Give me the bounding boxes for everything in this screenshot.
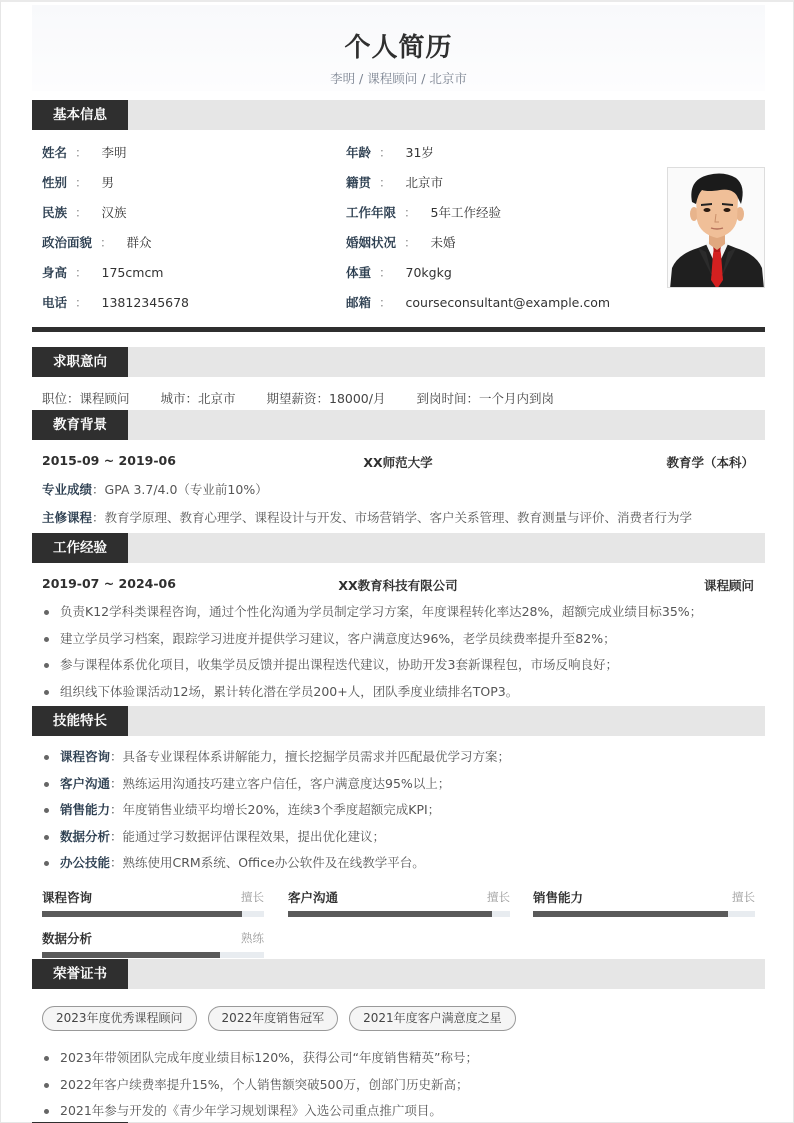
info-colon: ： [379, 265, 392, 280]
resume-header [32, 5, 765, 91]
list-item [42, 854, 510, 881]
info-colon: ： [75, 295, 88, 310]
info-colon: ： [75, 145, 88, 160]
info-label: 年龄 [346, 145, 372, 160]
honors-list [42, 1049, 478, 1123]
info-label: 政治面貌 [42, 235, 93, 250]
info-value: 男 [101, 175, 115, 190]
intent-availability: 到岗时间：一个月内到岗 [416, 391, 554, 406]
section-header-education [32, 410, 765, 440]
skill-bar-fill [533, 911, 728, 917]
info-colon: ： [75, 175, 88, 190]
info-label: 体重 [346, 265, 372, 280]
page-subtitle: 李明 / 课程顾问 / 北京市 [330, 71, 467, 86]
courses-value: ：教育学原理、教育心理学、课程设计与开发、市场营销学、客户关系管理、教育测量与评价、消费者行为学 [92, 510, 693, 525]
list-item: 建立学员学习档案，跟踪学习进度并提供学习建议，客户满意度达96%，老学员续费率提升至82%； [42, 630, 702, 657]
info-value: courseconsultant@example.com [405, 295, 611, 310]
skill-bar-name: 课程咨询 [42, 890, 93, 905]
info-phone [42, 293, 189, 313]
info-label: 籍贯 [346, 175, 372, 190]
work-period: 2019-07 ~ 2024-06 [42, 576, 176, 591]
skill-bar-name: 销售能力 [533, 890, 584, 905]
skill-desc: ：年度销售业绩平均增长20%，连续3个季度超额完成KPI； [110, 802, 441, 817]
skill-bar-fill [288, 911, 492, 917]
honor-badge: 2022年度销售冠军 [208, 1006, 339, 1031]
list-item: 2022年客户续费率提升15%，个人销售额突破500万，创部门历史新高； [42, 1076, 478, 1103]
info-value: 5年工作经验 [430, 205, 501, 220]
info-height [42, 263, 164, 283]
list-item [42, 775, 510, 802]
courses-label: 主修课程 [42, 510, 93, 525]
info-weight [346, 263, 452, 283]
section-header-basic-info [32, 100, 765, 130]
list-item [42, 801, 510, 828]
info-label: 工作年限 [346, 205, 397, 220]
info-colon: ： [404, 235, 417, 250]
info-colon: ： [379, 145, 392, 160]
honor-badges [42, 1006, 516, 1031]
section-title: 工作经验 [32, 533, 128, 563]
section-header-work-experience [32, 533, 765, 563]
skill-name: 客户沟通 [60, 775, 111, 791]
skill-name: 办公技能 [60, 855, 111, 870]
skill-bar-course-consulting [42, 888, 264, 922]
skill-bar-name: 数据分析 [42, 931, 93, 946]
list-item [42, 748, 510, 775]
info-value: 未婚 [430, 235, 456, 250]
skill-bar-level: 擅长 [241, 890, 264, 904]
info-value: 70kgkg [405, 265, 452, 280]
intent-city: 城市：北京市 [160, 391, 236, 406]
page-title: 个人简历 [344, 33, 453, 63]
education-entry-header [42, 453, 754, 473]
info-label: 性别 [42, 175, 68, 190]
skill-bar-level: 擅长 [732, 890, 755, 904]
profile-photo [667, 167, 765, 288]
gpa-label: 专业成绩 [42, 482, 93, 497]
section-title: 基本信息 [32, 100, 128, 130]
section-title: 技能特长 [32, 706, 128, 736]
section-title: 求职意向 [32, 347, 128, 377]
list-item [42, 828, 510, 855]
avatar-illustration-icon [668, 168, 765, 288]
info-value: 汉族 [101, 205, 127, 220]
skill-bar-level: 擅长 [487, 890, 510, 904]
info-label: 姓名 [42, 145, 68, 160]
gpa-value: ：GPA 3.7/4.0（专业前10%） [92, 482, 268, 497]
honor-badge: 2023年度优秀课程顾问 [42, 1006, 197, 1031]
work-achievements-list [42, 603, 702, 709]
info-label: 民族 [42, 205, 68, 220]
info-ethnicity [42, 203, 127, 223]
info-value: 李明 [101, 145, 127, 160]
skill-desc: ：能通过学习数据评估课程效果，提出优化建议； [110, 828, 386, 844]
section-title: 教育背景 [32, 410, 128, 440]
list-item: 组织线下体验课活动12场，累计转化潜在学员200+人，团队季度业绩排名TOP3。 [42, 683, 702, 710]
info-colon: ： [379, 295, 392, 310]
honor-badge: 2021年度客户满意度之星 [349, 1006, 516, 1031]
education-school: XX师范大学 [363, 455, 433, 470]
info-political-status [42, 233, 152, 253]
skill-bar-fill [42, 911, 242, 917]
info-age [346, 143, 434, 163]
skill-bar-name: 客户沟通 [288, 890, 339, 905]
info-value: 群众 [126, 235, 152, 250]
skill-bar-fill [42, 952, 220, 958]
skill-bar-sales [533, 888, 755, 922]
skill-name: 销售能力 [60, 802, 111, 817]
education-period: 2015-09 ~ 2019-06 [42, 453, 176, 468]
skill-bar-data-analysis [42, 929, 264, 963]
info-colon: ： [379, 175, 392, 190]
intent-position: 职位：课程顾问 [42, 391, 130, 406]
info-gender [42, 173, 114, 193]
info-label: 身高 [42, 265, 68, 280]
section-header-honors [32, 959, 765, 989]
education-courses [42, 508, 692, 526]
education-degree: 教育学（本科） [666, 455, 754, 470]
skills-list [42, 748, 510, 881]
section-header-job-intent [32, 347, 765, 377]
info-name [42, 143, 127, 163]
intent-salary: 期望薪资：18000/月 [266, 391, 386, 406]
skill-name: 课程咨询 [60, 749, 111, 764]
info-label: 邮箱 [346, 295, 372, 310]
list-item: 2023年带领团队完成年度业绩目标120%，获得公司“年度销售精英”称号； [42, 1049, 478, 1076]
skill-bar-track [288, 911, 510, 917]
skill-bar-track [533, 911, 755, 917]
skill-bar-track [42, 911, 264, 917]
skill-bar-track [42, 952, 264, 958]
skill-bar-customer-communication [288, 888, 510, 922]
list-item: 2021年参与开发的《青少年学习规划课程》入选公司重点推广项目。 [42, 1102, 478, 1123]
info-hometown [346, 173, 443, 193]
work-role: 课程顾问 [703, 578, 754, 593]
education-gpa [42, 480, 268, 498]
job-intent-row [42, 389, 581, 407]
info-value: 13812345678 [101, 295, 190, 310]
info-label: 电话 [42, 295, 68, 310]
skill-desc: ：熟练使用CRM系统、Office办公软件及在线教学平台。 [110, 855, 425, 870]
skill-desc: ：熟练运用沟通技巧建立客户信任，客户满意度达95%以上； [110, 775, 451, 791]
info-work-years [346, 203, 501, 223]
work-entry-header [42, 576, 754, 596]
skill-name: 数据分析 [60, 828, 111, 844]
info-email [346, 293, 610, 313]
info-value: 北京市 [405, 175, 444, 190]
section-title: 荣誉证书 [32, 959, 128, 989]
skill-bar-level: 熟练 [241, 931, 264, 945]
info-colon: ： [100, 235, 113, 250]
info-colon: ： [75, 205, 88, 220]
list-item: 负责K12学科类课程咨询，通过个性化沟通为学员制定学习方案，年度课程转化率达28%，超额完成业绩目标35%； [42, 603, 702, 630]
work-company: XX教育科技有限公司 [338, 578, 458, 593]
info-label: 婚姻状况 [346, 235, 397, 250]
section-header-skills [32, 706, 765, 736]
skill-desc: ：具备专业课程体系讲解能力，擅长挖掘学员需求并匹配最优学习方案； [110, 749, 511, 764]
info-value: 31岁 [405, 145, 434, 160]
info-marital-status [346, 233, 456, 253]
list-item: 参与课程体系优化项目，收集学员反馈并提出课程迭代建议，协助开发3套新课程包，市场反响良好； [42, 656, 702, 683]
info-value: 175cmcm [101, 265, 164, 280]
section-divider [32, 327, 765, 332]
info-colon: ： [404, 205, 417, 220]
info-colon: ： [75, 265, 88, 280]
